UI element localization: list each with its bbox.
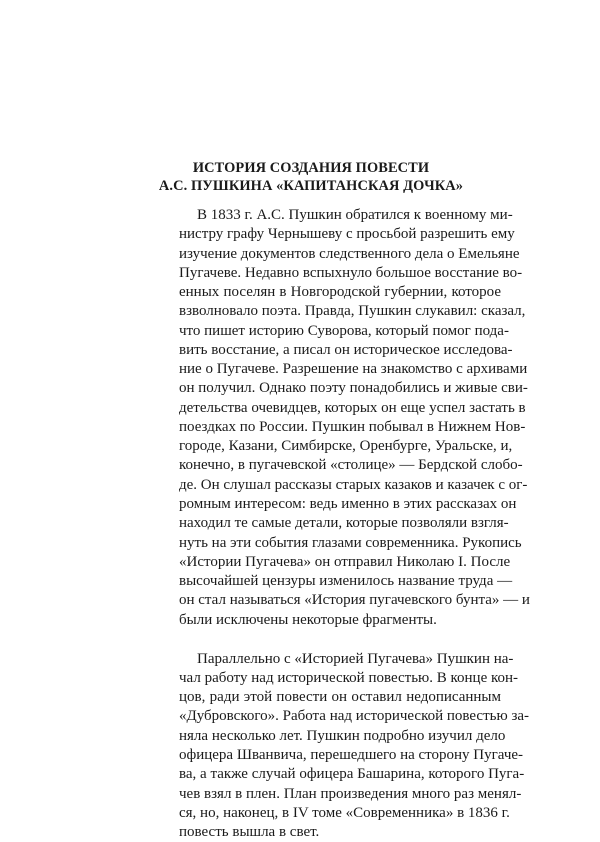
text-line: он стал называться «История пугачевского бунта» — и [179, 592, 530, 609]
text-line: офицера Шванвича, перешедшего на сторону Пугаче- [179, 746, 524, 763]
text-line: он получил. Однако поэту понадобились и живые сви- [179, 380, 528, 397]
text-line: находил те самые детали, которые позволяли взгля- [179, 515, 509, 532]
paragraph-2 [179, 650, 530, 842]
text-line: В 1833 г. А.С. Пушкин обратился к военному ми- [197, 207, 513, 223]
text-line: конечно, в пугачевской «столице» — Бердской слобо- [179, 457, 523, 474]
paragraph-1 [179, 206, 530, 630]
text-line: ние о Пугачеве. Разрешение на знакомство с архивами [179, 361, 528, 378]
text-line: высочайшей цензуры изменилось название труда — [179, 573, 513, 590]
text-line: ва, а также случай офицера Башарина, которого Пуга- [179, 766, 525, 783]
text-line: енных поселян в Новгородской губернии, которое [179, 284, 501, 301]
chapter-title [150, 159, 472, 195]
text-line: вить восстание, а писал он историческое исследова- [179, 341, 513, 358]
text-line: цов, ради этой повести он оставил недописанным [179, 689, 501, 706]
text-line: няла несколько лет. Пушкин подробно изучил дело [179, 727, 506, 744]
text-line: чев взял в плен. План произведения много раз менял- [179, 785, 522, 802]
text-line: городе, Казани, Симбирске, Оренбурге, Уральске, и, [179, 438, 513, 455]
chapter-title-line-1: ИСТОРИЯ СОЗДАНИЯ ПОВЕСТИ [192, 160, 430, 176]
body-text [179, 206, 530, 842]
text-line: что пишет историю Суворова, который помог пода- [179, 322, 509, 339]
text-line: ромным интересом: ведь именно в этих рассказах он [179, 495, 517, 512]
text-line: повесть вышла в свет. [179, 824, 320, 841]
text-line: ся, но, наконец, в IV томе «Современника» в 1836 г. [179, 804, 510, 821]
text-line: нуть на эти события глазами современника. Рукопись [179, 534, 522, 551]
text-line: нистру графу Чернышеву с просьбой разрешить ему [179, 226, 515, 243]
text-line: чал работу над исторической повестью. В конце кон- [179, 669, 519, 686]
chapter-title-line-2: А.С. ПУШКИНА «КАПИТАНСКАЯ ДОЧКА» [158, 178, 464, 194]
paragraph-gap [179, 630, 501, 650]
text-line: детельства очевидцев, которых он еще успел застать в [179, 399, 526, 416]
text-line: были исключены некоторые фрагменты. [179, 611, 437, 628]
text-line: Параллельно с «Историей Пугачева» Пушкин на- [197, 650, 514, 667]
text-line: Пугачеве. Недавно вспыхнуло большое восстание во- [179, 264, 523, 281]
text-line: изучение документов следственного дела о Емельяне [179, 245, 520, 262]
text-line: взволновало поэта. Правда, Пушкин слукавил: сказал, [179, 303, 526, 320]
text-line: «Дубровского». Работа над исторической повестью за- [179, 708, 530, 725]
text-line: де. Он слушал рассказы старых казаков и казачек с ог- [179, 476, 528, 493]
text-line: поездках по России. Пушкин побывал в Нижнем Нов- [179, 418, 526, 435]
text-line: «Истории Пугачева» он отправил Николаю I. После [179, 553, 511, 570]
